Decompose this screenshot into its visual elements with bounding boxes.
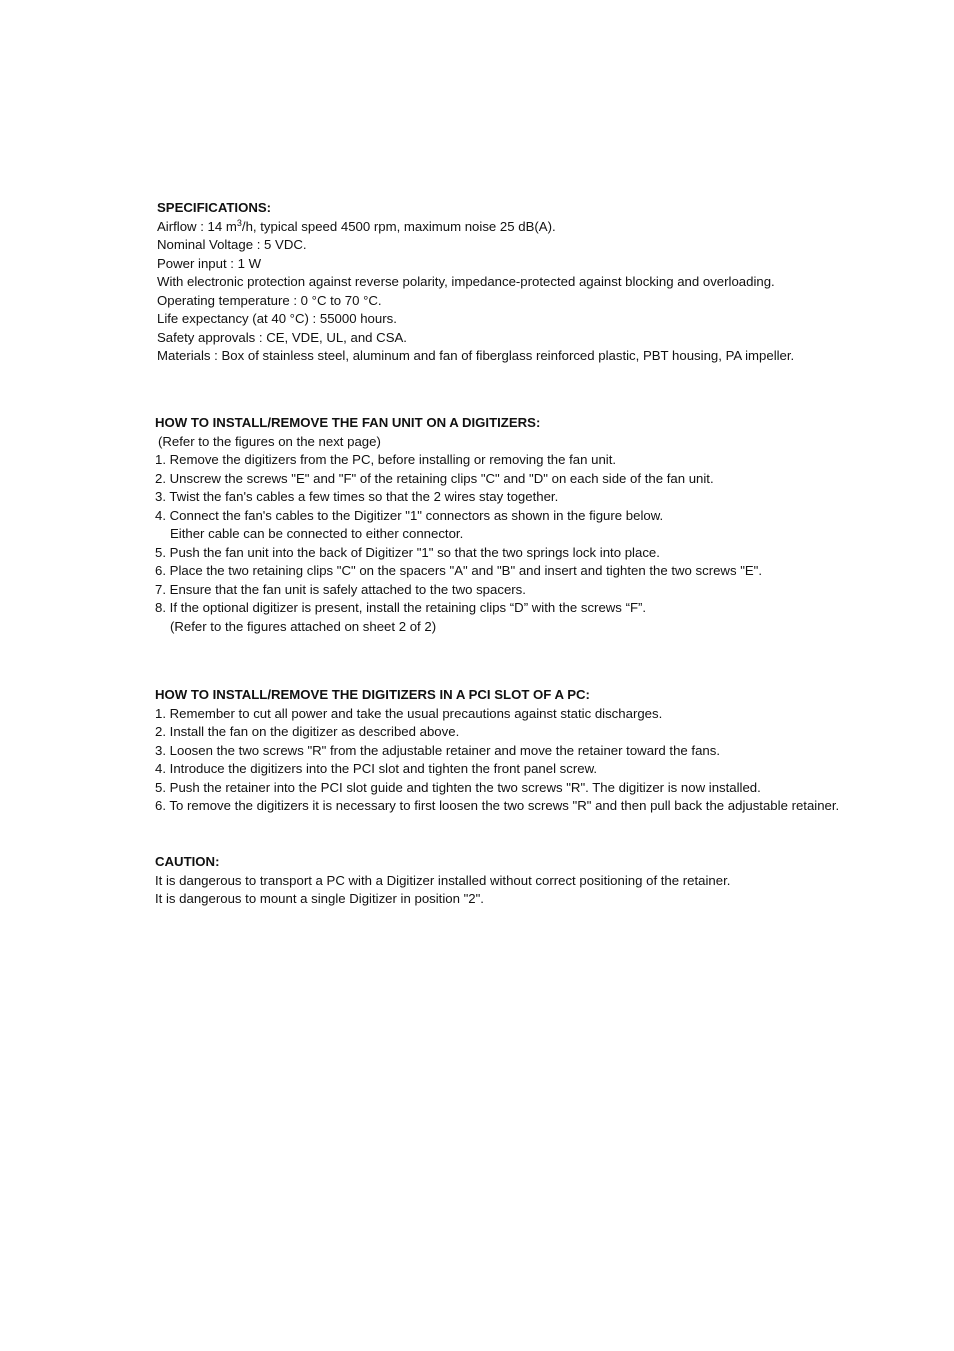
caution-line-2: It is dangerous to mount a single Digitizer in position "2". bbox=[155, 891, 484, 906]
fan-unit-note: (Refer to the figures on the next page) bbox=[158, 433, 381, 449]
spec-power-input: Power input : 1 W bbox=[157, 255, 262, 271]
pci-step-6: 6. To remove the digitizers it is necessary to first loosen the two screws "R" and then pull back the adjustable retainer. bbox=[155, 798, 840, 813]
fan-step-7: 7. Ensure that the fan unit is safely attached to the two spacers. bbox=[155, 581, 526, 597]
spec-airflow bbox=[157, 218, 897, 237]
spec-protection: With electronic protection against reverse polarity, impedance-protected against blocking and overloading. bbox=[157, 274, 775, 289]
fan-step-1: 1. Remove the digitizers from the PC, before installing or removing the fan unit. bbox=[155, 452, 617, 467]
fan-step-4: 4. Connect the fan's cables to the Digitizer "1" connectors as shown in the figure below. bbox=[155, 507, 664, 523]
pci-slot-heading: HOW TO INSTALL/REMOVE THE DIGITIZERS IN A PCI SLOT OF A PC: bbox=[155, 687, 590, 702]
fan-step-3: 3. Twist the fan's cables a few times so that the 2 wires stay together. bbox=[155, 489, 559, 504]
spec-airflow-pre: Airflow : 14 m bbox=[157, 218, 237, 234]
pci-step-3: 3. Loosen the two screws "R" from the adjustable retainer and move the retainer toward the fans. bbox=[155, 742, 721, 758]
fan-step-8-continuation: (Refer to the figures attached on sheet 2 of 2) bbox=[170, 618, 437, 634]
fan-step-4-continuation: Either cable can be connected to either connector. bbox=[170, 526, 464, 541]
spec-life-expectancy: Life expectancy (at 40 °C) : 55000 hours. bbox=[157, 311, 397, 326]
pci-step-2: 2. Install the fan on the digitizer as described above. bbox=[155, 724, 460, 739]
pci-slot-section bbox=[155, 686, 895, 816]
pci-step-4: 4. Introduce the digitizers into the PCI slot and tighten the front panel screw. bbox=[155, 761, 598, 776]
fan-step-6: 6. Place the two retaining clips "C" on the spacers "A" and "B" and insert and tighten the two screws "E". bbox=[155, 563, 763, 578]
fan-step-2: 2. Unscrew the screws "E" and "F" of the retaining clips "C" and "D" on each side of the fan unit. bbox=[155, 470, 714, 486]
specifications-heading: SPECIFICATIONS: bbox=[157, 200, 272, 215]
spec-airflow-sup: 3 bbox=[236, 217, 242, 228]
fan-unit-heading: HOW TO INSTALL/REMOVE THE FAN UNIT ON A DIGITIZERS: bbox=[155, 415, 541, 430]
pci-step-1: 1. Remember to cut all power and take the usual precautions against static discharges. bbox=[155, 705, 663, 721]
spec-safety-approvals: Safety approvals : CE, VDE, UL, and CSA. bbox=[157, 329, 407, 345]
caution-heading: CAUTION: bbox=[155, 854, 220, 869]
spec-materials: Materials : Box of stainless steel, aluminum and fan of fiberglass reinforced plastic, PBT housing, PA impeller. bbox=[157, 348, 795, 363]
fan-unit-section bbox=[155, 414, 895, 636]
pci-step-5: 5. Push the retainer into the PCI slot guide and tighten the two screws "R". The digitizer is now installed. bbox=[155, 779, 761, 795]
caution-line-1: It is dangerous to transport a PC with a Digitizer installed without correct positioning of the retainer. bbox=[155, 872, 731, 888]
spec-nominal-voltage: Nominal Voltage : 5 VDC. bbox=[157, 237, 307, 252]
specifications-section bbox=[157, 199, 897, 366]
spec-airflow-post: /h, typical speed 4500 rpm, maximum noise 25 dB(A). bbox=[241, 218, 556, 234]
fan-step-8: 8. If the optional digitizer is present, install the retaining clips “D” with the screws “F”. bbox=[155, 600, 647, 615]
caution-section bbox=[155, 853, 895, 909]
fan-step-5: 5. Push the fan unit into the back of Digitizer "1" so that the two springs lock into place. bbox=[155, 544, 660, 560]
spec-operating-temperature: Operating temperature : 0 °C to 70 °C. bbox=[157, 292, 382, 308]
